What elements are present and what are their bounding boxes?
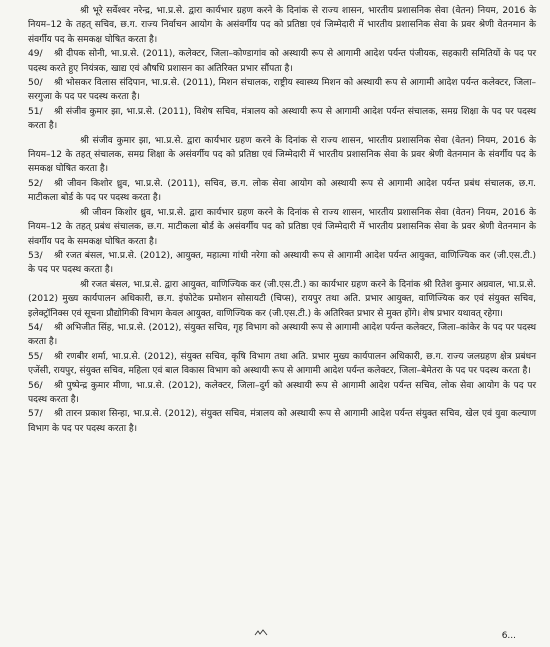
- paragraph-52-declaration: श्री जीवन किशोर ध्रुव, भा.प्र.से. द्वारा कार्यभार ग्रहण करने के दिनांक से राज्य शासन, भारतीय प्रशासनिक सेवा (वेतन) नियम, 2016 के नियम–12 के तहत् प्रबंध संचालक, छ.ग. माटीकला बोर्ड के असंवर्गीय पद को प्रतिष्ठा एवं जिम्मेदारी में भारतीय प्रशासनिक सेवा के प्रवर श्रेणी वेतनमान के संवर्गीय पद के समकक्ष घोषित करता है।: [28, 207, 536, 247]
- entry-51: [28, 105, 536, 134]
- entry-54: [28, 321, 536, 350]
- entry-number: 53/: [28, 250, 43, 261]
- entry-text: श्री दीपक सोनी, भा.प्र.से. (2011), कलेक्टर, जिला–कोण्डागांव को अस्थायी रूप से आगामी आदेश पर्यन्त पंजीयक, सहकारी समितियों के पद पर पदस्थ करते हुए नियंत्रक, खाद्य एवं औषधि प्रशासन का अतिरिक्त प्रभार सौंपता है।: [28, 49, 536, 74]
- paragraph-51-declaration: श्री संजीव कुमार झा, भा.प्र.से. द्वारा कार्यभार ग्रहण करने के दिनांक से राज्य शासन, भारतीय प्रशासनिक सेवा (वेतन) नियम, 2016 के नियम–12 के तहत् संचालक, समग्र शिक्षा के असंवर्गीय पद को प्रतिष्ठा एवं जिम्मेदारी में भारतीय प्रशासनिक सेवा के प्रवर श्रेणी वेतनमान के संवर्गीय पद के समकक्ष घोषित करता है।: [28, 135, 536, 175]
- entry-57: [28, 407, 536, 436]
- entry-text: श्री अभिजीत सिंह, भा.प्र.से. (2012), संयुक्त सचिव, गृह विभाग को अस्थायी रूप से आगामी आदेश पर्यन्त कलेक्टर, जिला–कांकेर के पद पर पदस्थ करता है।: [28, 322, 536, 348]
- entry-text: श्री भोसकर विलास संदिपान, भा.प्र.से. (2011), मिशन संचालक, राष्ट्रीय स्वास्थ्य मिशन को अस्थायी रूप से आगामी आदेश पर्यन्त कलेक्टर, जिला–सरगुजा के पद पर पदस्थ करता है।: [28, 78, 536, 103]
- entry-text: श्री रजत बंसल, भा.प्र.से. (2012), आयुक्त, महात्मा गांधी नरेगा को अस्थायी रूप से आगामी आदेश पर्यन्त आयुक्त, वाणिज्यिक कर (जी.एस.टी.) के पद पर पदस्थ करता है।: [28, 250, 536, 276]
- entry-number: 49/: [28, 49, 43, 60]
- entry-number: 51/: [28, 106, 43, 117]
- entry-number: 50/: [28, 78, 43, 89]
- entry-text: श्री जीवन किशोर ध्रुव, भा.प्र.से. (2011), सचिव, छ.ग. लोक सेवा आयोग को अस्थायी रूप से आगामी आदेश पर्यन्त प्रबंध संचालक, छ.ग. माटीकला बोर्ड के पद पर पदस्थ करता है।: [28, 178, 536, 204]
- entry-55: [28, 350, 536, 379]
- entry-number: 55/: [28, 351, 43, 362]
- page-continuation: 6...: [501, 631, 516, 641]
- entry-49: [28, 47, 536, 76]
- entry-number: 56/: [28, 380, 43, 391]
- entry-text: श्री तारन प्रकाश सिन्हा, भा.प्र.से. (2012), संयुक्त सचिव, मंत्रालय को अस्थायी रूप से आगामी आदेश पर्यन्त संयुक्त सचिव, खेल एवं युवा कल्याण विभाग के पद पर पदस्थ करता है।: [28, 409, 536, 434]
- entry-number: 54/: [28, 322, 43, 333]
- paragraph-intro: श्री भूरे सर्वेश्वर नरेन्द्र, भा.प्र.से. द्वारा कार्यभार ग्रहण करने के दिनांक से राज्य शासन, भारतीय प्रशासनिक सेवा (वेतन) नियम, 2016 के नियम–12 के तहत् सचिव, छ.ग. राज्य निर्वाचन आयोग के असंवर्गीय पद को प्रतिष्ठा एवं जिम्मेदारी में भारतीय प्रशासनिक सेवा के प्रवर श्रेणी वेतनमान के संवर्गीय पद के समकक्ष घोषित करता है।: [28, 6, 536, 45]
- scan-tick-icon: [254, 629, 268, 637]
- paragraph-53-relief: श्री रजत बंसल, भा.प्र.से. द्वारा आयुक्त, वाणिज्यिक कर (जी.एस.टी.) का कार्यभार ग्रहण करने के दिनांक श्री रितेश कुमार अग्रवाल, भा.प्र.से. (2012) मुख्य कार्यपालन अधिकारी, छ.ग. इंफोटेक प्रमोशन सोसायटी (चिप्स), रायपुर तथा अति. प्रभार आयुक्त, वाणिज्यिक कर एवं संयुक्त सचिव, इलेक्ट्रॉनिक्स एवं सूचना प्रौद्योगिकी विभाग केवल आयुक्त, वाणिज्यिक कर (जी.एस.टी.) के अतिरिक्त प्रभार से मुक्त होंगे। शेष प्रभार यथावत् रहेगा।: [28, 279, 536, 319]
- entry-number: 57/: [28, 409, 43, 420]
- entry-number: 52/: [28, 178, 43, 189]
- entry-52: [28, 177, 536, 206]
- entry-text: श्री संजीव कुमार झा, भा.प्र.से. (2011), विशेष सचिव, मंत्रालय को अस्थायी रूप से आगामी आदेश पर्यन्त संचालक, समग्र शिक्षा के पद पर पदस्थ करता है।: [28, 106, 536, 132]
- entry-56: [28, 379, 536, 408]
- entry-53: [28, 249, 536, 278]
- entry-50: [28, 76, 536, 105]
- entry-text: श्री रणबीर शर्मा, भा.प्र.से. (2012), संयुक्त सचिव, कृषि विभाग तथा अति. प्रभार मुख्य कार्यपालन अधिकारी, छ.ग. राज्य जलग्रहण क्षेत्र प्रबंधन एजेंसी, रायपुर, संयुक्त सचिव, महिला एवं बाल विकास विभाग को अस्थायी रूप से आगामी आदेश पर्यन्त कलेक्टर, जिला–बेमेतरा के पद पर पदस्थ करता है।: [28, 351, 536, 377]
- entry-text: श्री पुष्पेन्द्र कुमार मीणा, भा.प्र.से. (2012), कलेक्टर, जिला–दुर्ग को अस्थायी रूप से आगामी आदेश पर्यन्त सचिव, लोक सेवा आयोग के पद पर पदस्थ करता है।: [28, 380, 536, 405]
